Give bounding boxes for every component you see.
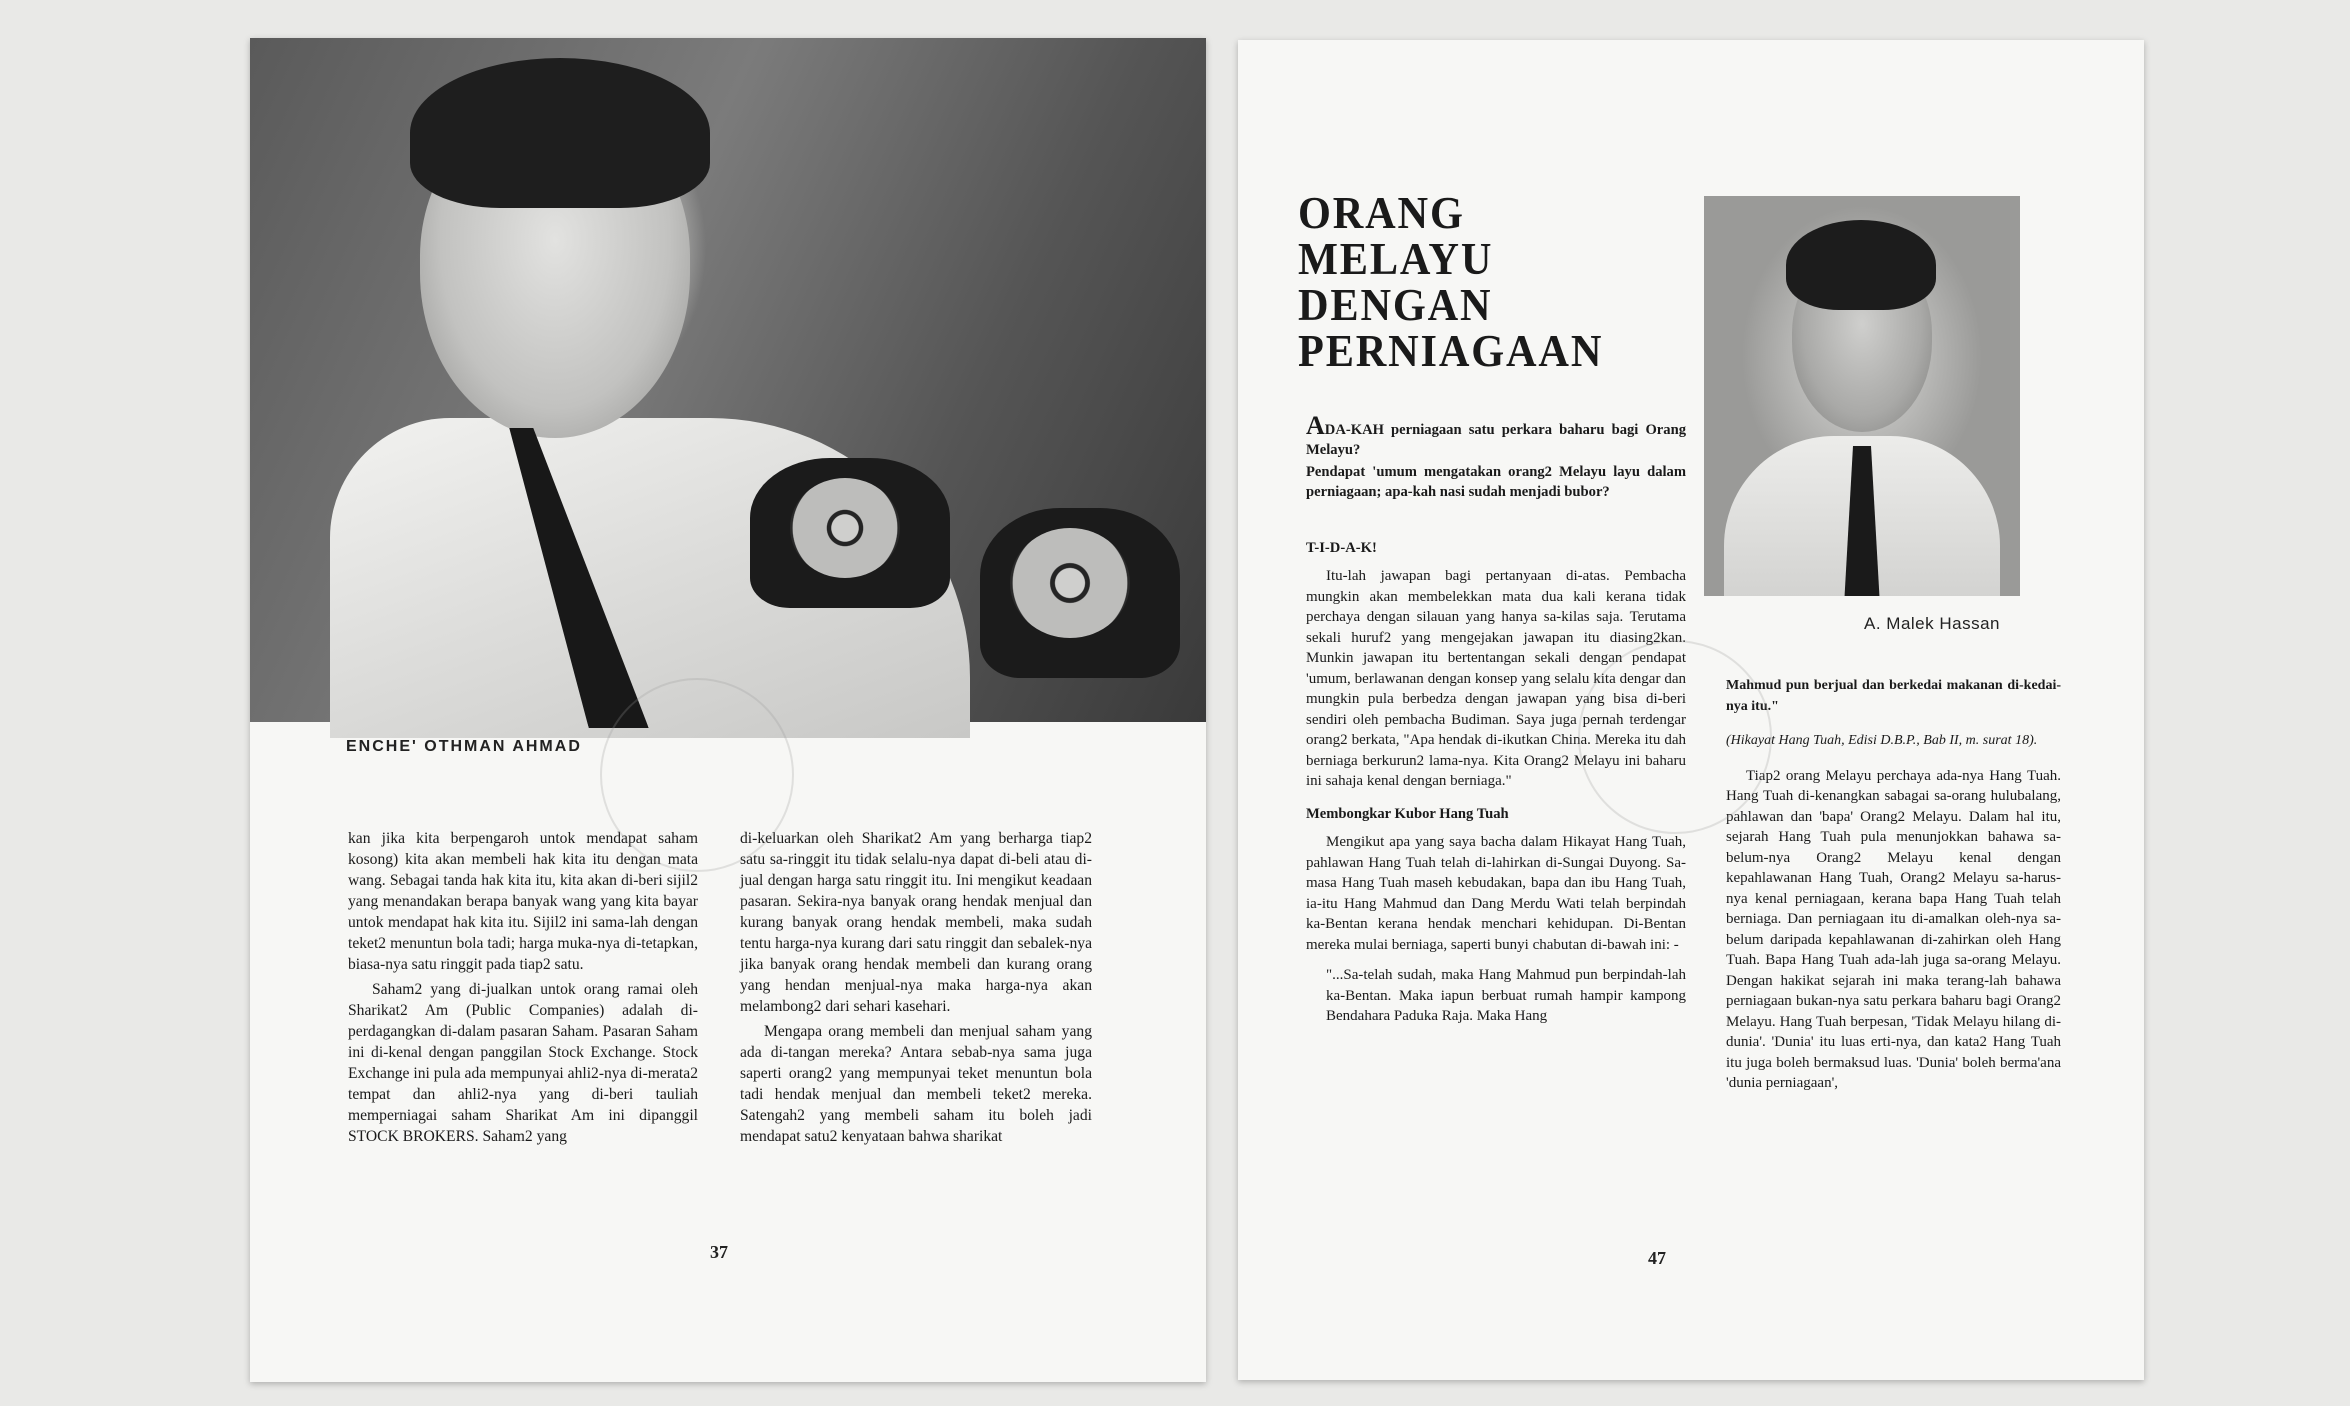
paragraph: Tiap2 orang Melayu perchaya ada-nya Hang Tuah. Hang Tuah di-kenangkan sabagai sa-orang hulubalang, pahlawan dan 'bapa' Orang2 Melayu. Dalam hal itu, sejarah Hang Tuah pula menunjokkan bahawa sa-belum-nya Orang2 Melayu kenal dengan kepahlawanan Hang Tuah, Orang2 Melayu sa-harus-nya kenal perniagaan, kerana bapa Hang Tuah telah berniaga. Dan perniagaan itu di-amalkan oleh-nya sa-belum daripada kepahlawanan di-zahirkan oleh Hang Tuah. Bapa Hang Tuah ada-lah juga sa-orang Melayu. Dengan hakikat sejarah ini maka terang-lah bahawa perniagaan bukan-nya satu perkara baharu bagi Orang2 Melayu. Hang Tuah berpesan, 'Tidak Melayu hilang di-dunia'. 'Dunia' itu luas erti-nya, dan kata2 Hang Tuah itu juga boleh bermaksud luas. 'Dunia' boleh berma'ana 'dunia perniagaan', (1726, 767, 2061, 1091)
portrait-caption: A. Malek Hassan (1864, 614, 2000, 633)
paragraph: Saham2 yang di-jualkan untok orang ramai oleh Sharikat2 Am (Public Companies) adalah di-perdagangkan di-dalam pasaran Saham. Pasaran Saham ini di-kenal dengan panggilan Stock Exchange. Stock Exchange ini pula ada mempunyai ahli2-nya di-merata2 tempat dan ahli2-nya yang di-beri tauliah memperniagai saham Sharikat Am ini dipanggil STOCK BROKERS. Saham2 yang (348, 981, 698, 1145)
paragraph: Mengikut apa yang saya bacha dalam Hikayat Hang Tuah, pahlawan Hang Tuah telah di-lahirkan di-Sungai Duyong. Sa-masa Hang Tuah maseh kebudakan, bapa dan ibu Hang Tuah, ia-itu Hang Mahmud dan Dang Merdu Wati telah berpindah ka-Bentan kerana hendak menchari kehidupan. Di-Bentan mereka mulai berniaga, saperti bunyi chabutan di-bawah ini: - (1306, 834, 1686, 953)
lead-question: DA-KAH perniagaan satu perkara baharu bagi Orang Melayu? (1306, 422, 1686, 458)
left-page (250, 38, 1206, 1382)
photo-caption: ENCHE' OTHMAN AHMAD (346, 738, 582, 755)
quote-continued: Mahmud pun berjual dan berkedai makanan di-kedai-nya itu." (1726, 678, 2061, 714)
right-page (1238, 40, 2144, 1380)
lead-statement: Pendapat 'umum mengatakan orang2 Melayu layu dalam perniagaan; apa-kah nasi sudah menjadi bubor? (1306, 464, 1686, 500)
title-line: ORANG (1298, 187, 1465, 238)
paragraph: Itu-lah jawapan bagi pertanyaan di-atas. Pembacha mungkin akan membelekkan mata dua kali kerana tidak perchaya dengan silauan yang hanya sa-kilas saja. Terutama sekali huruf2 yang mengejakan jawapan itu diasing2kan. Munkin jawapan itu bertentangan sekali dengan pendapat 'umum, berlawanan dengan konsep yang selalu kita dengar dan mungkin pula berbedza dengan jawapan yang bisa di-beri sendiri oleh pembacha Budiman. Saya juga pernah terdengar orang2 berkata, "Apa hendak di-ikutkan China. Mereka itu dah berniaga berkurun2 lama-nya. Kita Orang2 Melayu ini baharu ini sahaja kenal dengan berniaga." (1306, 568, 1686, 789)
drop-cap: A (1306, 411, 1325, 440)
article-title (1298, 187, 1604, 376)
portrait-malek-hassan (1704, 196, 2020, 596)
tidak-heading: T-I-D-A-K! (1306, 540, 1377, 556)
page-number-right: 47 (1648, 1248, 1666, 1268)
title-line: DENGAN (1298, 279, 1493, 330)
paragraph: di-keluarkan oleh Sharikat2 Am yang berharga tiap2 satu sa-ringgit itu tidak selalu-nya dapat di-beli atau di-jual dengan harga satu ringgit itu. Ini mengikut keadaan pasaran. Sekira-nya banyak orang hendak menjual dan kurang banyak orang hendak membeli, maka sudah tentu harga-nya kurang dari satu ringgit dan sebalek-nya jika banyak orang hendak membeli dan kurang orang yang hendan menjual-nya maka harga-nya akan melambong2 dari sehari kasehari. (740, 830, 1092, 1015)
paragraph: Mengapa orang membeli dan menjual saham yang ada di-tangan mereka? Antara sebab-nya sama juga saperti orang2 yang mempunyai teket menuntun bola tadi hendak menjual dan membeli teket2 mereka. Satengah2 yang membeli saham itu boleh jadi mendapat satu2 kenyataan bahwa sharikat (740, 1023, 1092, 1145)
left-column-1 (348, 828, 698, 1147)
section-subheading: Membongkar Kubor Hang Tuah (1306, 805, 1509, 822)
lead-paragraph (1306, 411, 1686, 502)
paragraph: kan jika kita berpengaroh untok mendapat saham kosong) kita akan membeli hak kita itu dengan mata wang. Sebagai tanda hak kita itu, kita akan di-beri sijil2 yang menandakan berapa banyak wang yang kita bayar untok mendapat hak kita itu. Sijil2 ini sama-lah dengan teket2 menuntun bola tadi; harga muka-nya di-tetapkan, biasa-nya satu ringgit pada tiap2 satu. (348, 830, 698, 973)
right-column-1 (1306, 566, 1686, 1027)
quote-source: (Hikayat Hang Tuah, Edisi D.B.P., Bab II, m. surat 18). (1726, 733, 2038, 748)
title-line: PERNIAGAAN (1298, 325, 1604, 376)
left-column-2 (740, 828, 1092, 1147)
quote-paragraph: "...Sa-telah sudah, maka Hang Mahmud pun berpindah-lah ka-Bentan. Maka iapun berbuat rumah hampir kampong Bendahara Paduka Raja. Maka Hang (1326, 967, 1686, 1024)
title-line: MELAYU (1298, 233, 1494, 284)
photo-othman-ahmad (250, 38, 1206, 722)
right-column-2 (1726, 676, 2061, 1094)
page-number-left: 37 (710, 1242, 728, 1262)
